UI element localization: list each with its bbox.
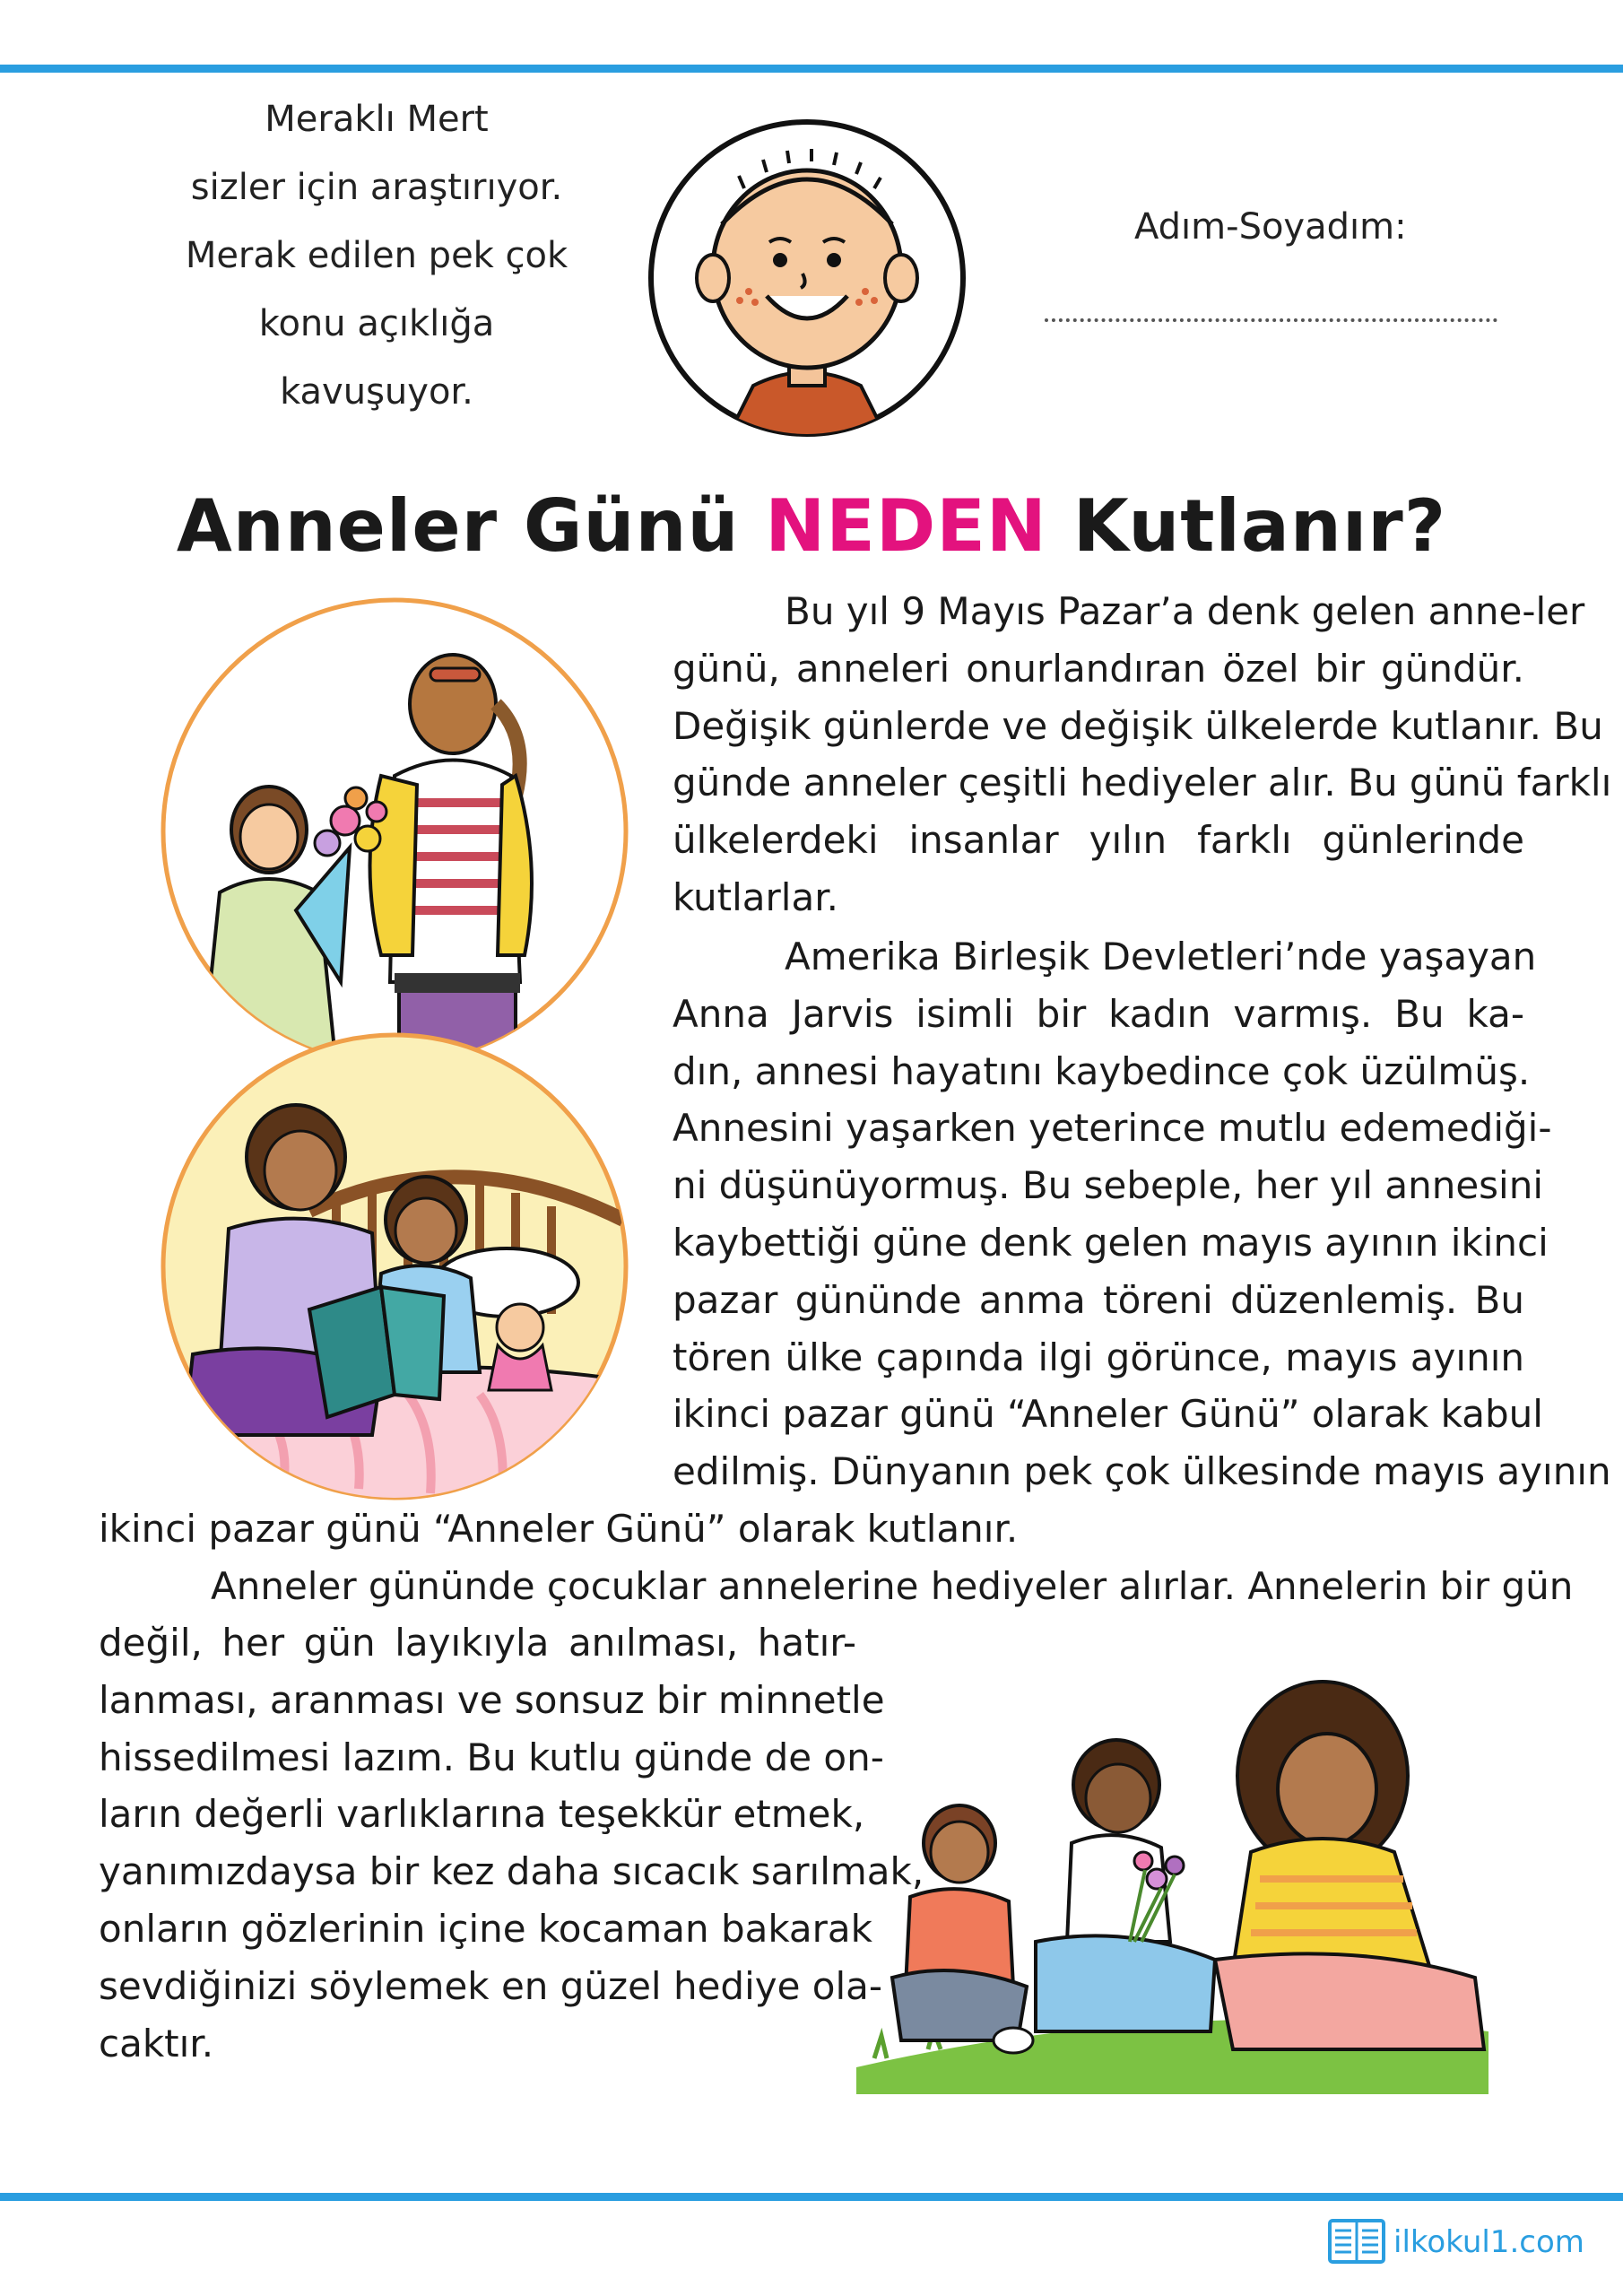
- text-line: değil, her gün layıkıyla anılması, hatır-: [99, 1621, 856, 1665]
- paragraph-1: [673, 583, 1612, 926]
- intro-text: [152, 85, 601, 426]
- text-line: lanması, aranması ve sonsuz bir minnetle: [99, 1677, 885, 1722]
- bottom-rule: [0, 2193, 1623, 2201]
- page-title: [0, 484, 1623, 568]
- text-line: caktır.: [99, 2021, 214, 2066]
- intro-line: sizler için araştırıyor.: [190, 167, 563, 208]
- book-icon: [1327, 2218, 1386, 2266]
- text-line: ikinci pazar günü “Anneler Günü” olarak kutlanır.: [99, 1506, 1019, 1551]
- text-line: dın, annesi hayatını kaybedince çok üzülmüş.: [673, 1048, 1531, 1093]
- text-line: kutlarlar.: [673, 874, 838, 919]
- text-line: hissedilmesi lazım. Bu kutlu günde de on-: [99, 1735, 884, 1779]
- text-line: Bu yıl 9 Mayıs Pazar’a denk gelen anne-ler: [785, 589, 1585, 633]
- text-line: Annesini yaşarken yeterince mutlu edemediği-: [673, 1106, 1552, 1151]
- title-part2: Kutlanır?: [1046, 484, 1447, 568]
- text-line: Değişik günlerde ve değişik ülkelerde kutlanır. Bu: [673, 703, 1603, 748]
- text-line: onların gözlerinin içine kocaman bakarak: [99, 1906, 872, 1951]
- intro-line: kavuşuyor.: [280, 371, 473, 413]
- family-picnic-illustration: [856, 1673, 1488, 2094]
- text-line: ların değerli varlıklarına teşekkür etmek,: [99, 1792, 865, 1837]
- text-line: kaybettiği güne denk gelen mayıs ayının ikinci: [673, 1220, 1549, 1265]
- flowers-gift-illustration: [157, 596, 632, 1067]
- intro-line: Merak edilen pek çok: [185, 235, 568, 276]
- paragraph-2: [99, 928, 1611, 1558]
- brand-name: ilkokul1.com: [1393, 2224, 1584, 2260]
- paragraph-3-first-line: [99, 1558, 1574, 1615]
- paragraph-3: [99, 1614, 924, 2072]
- text-line: günde anneler çeşitli hediyeler alır. Bu günü farklı: [673, 761, 1612, 805]
- mascot-boy-illustration: [646, 117, 968, 439]
- intro-line: Meraklı Mert: [265, 99, 489, 140]
- intro-line: konu açıklığa: [258, 303, 495, 344]
- text-line: tören ülke çapında ilgi görünce, mayıs ayının: [673, 1335, 1524, 1379]
- name-field-label: Adım-Soyadım:: [1134, 206, 1407, 248]
- brand-footer: [1327, 2215, 1584, 2269]
- text-line: Amerika Birleşik Devletleri’nde yaşayan: [785, 935, 1537, 978]
- text-line: günü, anneleri onurlandıran özel bir gündür.: [673, 646, 1524, 691]
- text-line: yanımızdaysa bir kez daha sıcacık sarılmak,: [99, 1849, 924, 1894]
- title-highlight: NEDEN: [765, 484, 1047, 568]
- name-field-line[interactable]: [1045, 318, 1497, 322]
- top-rule: [0, 65, 1623, 73]
- title-part1: Anneler Günü: [176, 484, 766, 568]
- text-line: ülkelerdeki insanlar yılın farklı günlerinde: [673, 818, 1524, 863]
- text-line: ni düşünüyormuş. Bu sebeple, her yıl annesini: [673, 1163, 1544, 1208]
- bedtime-story-illustration: [157, 1031, 632, 1502]
- text-line: Anneler gününde çocuklar annelerine hediyeler alırlar. Annelerin bir gün: [211, 1564, 1574, 1608]
- text-line: edilmiş. Dünyanın pek çok ülkesinde mayıs ayının: [673, 1449, 1611, 1494]
- text-line: ikinci pazar günü “Anneler Günü” olarak kabul: [673, 1392, 1543, 1437]
- text-line: pazar gününde anma töreni düzenlemiş. Bu: [673, 1277, 1524, 1322]
- text-line: sevdiğinizi söylemek en güzel hediye ola-: [99, 1963, 883, 2008]
- text-line: Anna Jarvis isimli bir kadın varmış. Bu ka-: [673, 991, 1524, 1036]
